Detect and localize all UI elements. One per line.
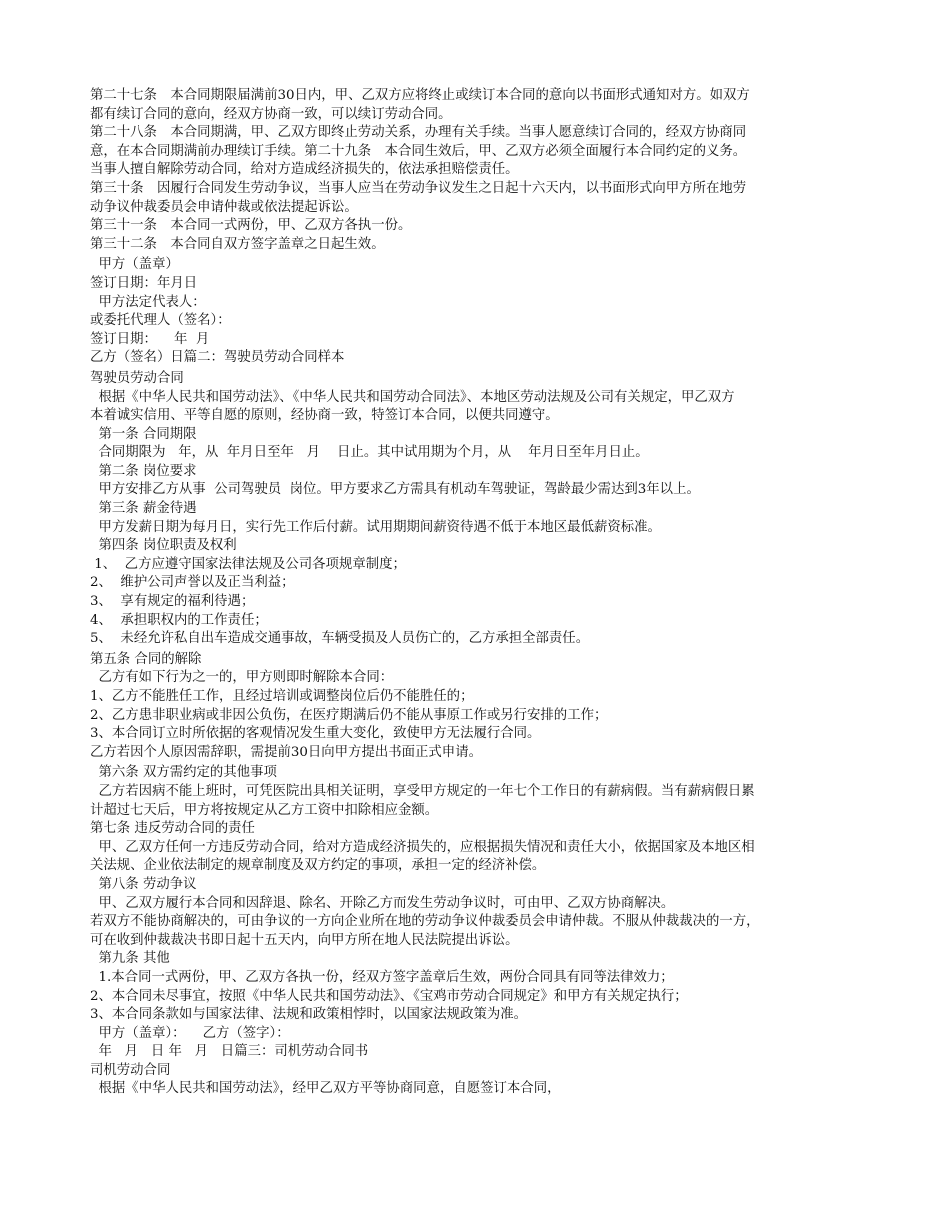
document-line: 签订日期： 年 月	[90, 331, 210, 347]
document-line: 甲方安排乙方从事 公司驾驶员 岗位。甲方要求乙方需具有机动车驾驶证，驾龄最少需达到3年以上。	[90, 482, 700, 498]
document-line: 司机劳动合同	[90, 1062, 171, 1078]
document-line: 或委托代理人（签名）：	[90, 313, 231, 329]
document-line: 可在收到仲裁裁决书即日起十五天内，向甲方所在地人民法院提出诉讼。	[90, 932, 519, 948]
document-line: 甲、乙双方履行本合同和因辞退、除名、开除乙方而发生劳动争议时，可由甲、乙双方协商解决。	[90, 895, 675, 911]
document-line: 2、乙方患非职业病或非因公负伤，在医疗期满后仍不能从事原工作或另行安排的工作；	[90, 707, 608, 723]
document-line: 甲方（盖章）： 乙方（签字）：	[90, 1025, 290, 1041]
document-line: 第二十八条 本合同期满，甲、乙双方即终止劳动关系，办理有关手续。当事人愿意续订合同的，经双方协商同	[90, 125, 747, 141]
document-line: 第三十条 因履行合同发生劳动争议，当事人应当在劳动争议发生之日起十六天内，以书面形式向甲方所在地劳	[90, 180, 747, 196]
document-line: 第八条 劳动争议	[90, 876, 197, 892]
document-line: 3、本合同条款如与国家法律、法规和政策相悖时，以国家法规政策为准。	[90, 1007, 528, 1023]
document-line: 第五条 合同的解除	[90, 651, 202, 667]
document-line: 乙方（签名）日篇二：驾驶员劳动合同样本	[90, 350, 345, 366]
document-line: 4、 承担职权内的工作责任；	[90, 612, 268, 628]
document-line: 甲方（盖章）	[90, 257, 179, 273]
document-body	[90, 87, 870, 1099]
document-line: 乙方有如下行为之一的，甲方则即时解除本合同：	[90, 670, 394, 686]
document-line: 都有续订合同的意向，经双方协商一致，可以续订劳动合同。	[90, 106, 452, 122]
document-line: 第七条 违反劳动合同的责任	[90, 821, 255, 837]
document-line: 合同期限为 年，从 年月日至年 月 日止。其中试用期为个月，从 年月日至年月日止。	[90, 445, 649, 461]
document-line: 第三十一条 本合同一式两份，甲、乙双方各执一份。	[90, 218, 412, 234]
document-line: 第一条 合同期限	[90, 426, 197, 442]
document-line: 本着诚实信用、平等自愿的原则，经协商一致，特签订本合同，以便共同遵守。	[90, 408, 559, 424]
document-line: 第二十七条 本合同期限届满前30日内，甲、乙双方应将终止或续订本合同的意向以书面形式通知对方。如双方	[90, 88, 750, 103]
document-line: 甲方法定代表人：	[90, 294, 206, 310]
document-line: 5、 未经允许私自出车造成交通事故，车辆受损及人员伤亡的，乙方承担全部责任。	[90, 631, 590, 647]
document-line: 动争议仲裁委员会申请仲裁或依法提起诉讼。	[90, 199, 358, 215]
document-line: 第二条 岗位要求	[90, 463, 197, 479]
document-line: 第三条 薪金待遇	[90, 501, 197, 517]
document-line: 第四条 岗位职责及权利	[90, 538, 237, 554]
document-line: 2、本合同未尽事宜，按照《中华人民共和国劳动法》、《宝鸡市劳动合同规定》和甲方有关规定执行；	[90, 988, 688, 1004]
document-line: 甲、乙双方任何一方违反劳动合同，给对方造成经济损失的，应根据损失情况和责任大小，依据国家及本地区相	[90, 839, 755, 855]
document-line: 1、 乙方应遵守国家法律法规及公司各项规章制度；	[90, 556, 406, 572]
document-line: 3、 享有规定的福利待遇；	[90, 594, 255, 610]
document-line: 签订日期：年月日	[90, 275, 198, 291]
document-line: 计超过七天后，甲方将按规定从乙方工资中扣除相应金额。	[90, 802, 439, 818]
document-line: 若双方不能协商解决的，可由争议的一方向企业所在地的劳动争议仲裁委员会申请仲裁。不服从仲裁裁决的一方，	[90, 914, 760, 930]
document-line: 1.本合同一式两份，甲、乙双方各执一份，经双方签字盖章后生效，两份合同具有同等法律效力；	[90, 969, 674, 985]
document-line: 驾驶员劳动合同	[90, 370, 184, 386]
document-line: 乙方若因病不能上班时，可凭医院出具相关证明，享受甲方规定的一年七个工作日的有薪病假。当有薪病假日累	[90, 783, 755, 799]
document-line: 乙方若因个人原因需辞职，需提前30日向甲方提出书面正式申请。	[90, 744, 482, 760]
document-line: 1、乙方不能胜任工作，且经过培训或调整岗位后仍不能胜任的；	[90, 689, 474, 704]
document-line: 关法规、企业依法制定的规章制度及双方约定的事项，承担一定的经济补偿。	[90, 858, 546, 874]
document-line: 年 月 日 年 月 日篇三：司机劳动合同书	[90, 1044, 369, 1060]
document-line: 3、本合同订立时所依据的客观情况发生重大变化，致使甲方无法履行合同。	[90, 726, 541, 742]
document-line: 第九条 其他	[90, 951, 170, 967]
document-line: 第六条 双方需约定的其他事项	[90, 765, 277, 781]
document-line: 第三十二条 本合同自双方签字盖章之日起生效。	[90, 236, 385, 252]
document-line: 甲方发薪日期为每月日，实行先工作后付薪。试用期期间薪资待遇不低于本地区最低薪资标准。	[90, 519, 661, 535]
document-line: 根据《中华人民共和国劳动法》、《中华人民共和国劳动合同法》、本地区劳动法规及公司有关规定，甲乙双方	[90, 389, 735, 405]
document-line: 当事人擅自解除劳动合同，给对方造成经济损失的，依法承担赔偿责任。	[90, 162, 519, 178]
document-line: 2、 维护公司声誉以及正当利益；	[90, 575, 295, 591]
document-line: 根据《中华人民共和国劳动法》，经甲乙双方平等协商同意，自愿签订本合同，	[90, 1081, 561, 1097]
document-line: 意，在本合同期满前办理续订手续。第二十九条 本合同生效后，甲、乙双方必须全面履行本合同约定的义务。	[90, 143, 747, 159]
